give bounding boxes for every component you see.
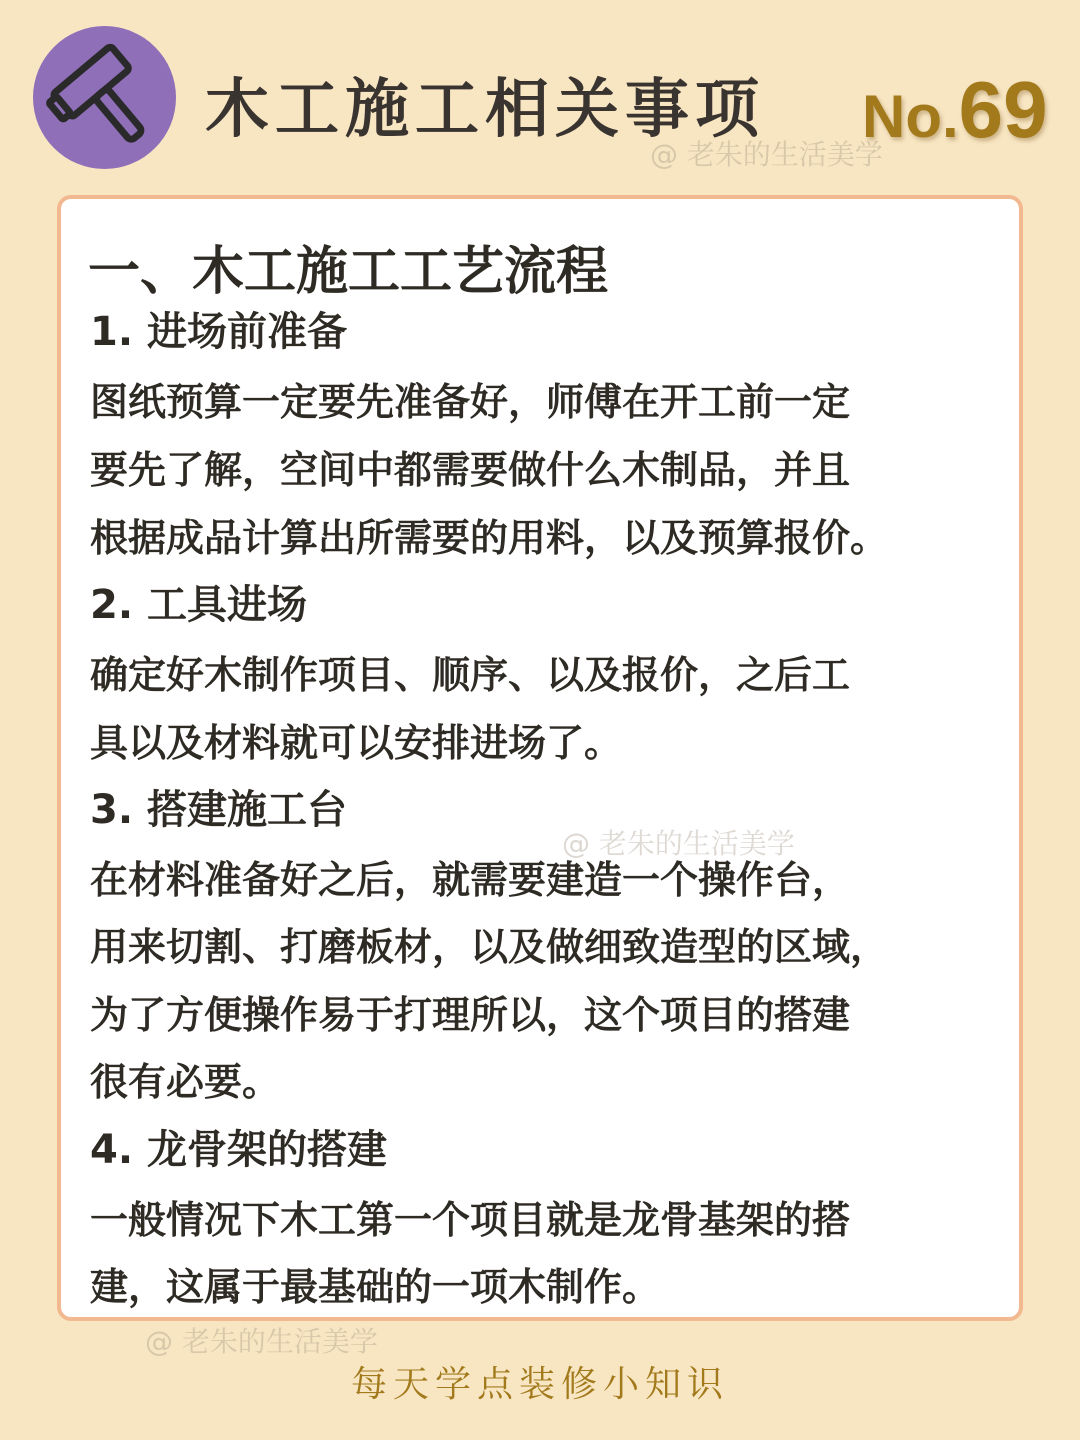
issue-value: 69 <box>958 65 1048 154</box>
body-line: 图纸预算一定要先准备好，师傅在开工前一定 <box>90 380 851 424</box>
footer-slogan: 每天学点装修小知识 <box>350 1364 729 1405</box>
section-title: 一、木工施工工艺流程 <box>88 242 609 302</box>
body-line: 建，这属于最基础的一项木制作。 <box>90 1265 661 1309</box>
body-line: 为了方便操作易于打理所以，这个项目的搭建 <box>90 993 851 1037</box>
body-line: 具以及材料就可以安排进场了。 <box>90 721 623 765</box>
step-heading-1: 1. 进场前准备 <box>90 309 347 355</box>
body-line: 要先了解，空间中都需要做什么木制品，并且 <box>90 448 851 492</box>
body-line: 根据成品计算出所需要的用料，以及预算报价。 <box>90 516 889 560</box>
logo-badge <box>33 26 176 169</box>
body-line: 确定好木制作项目、顺序、以及报价，之后工 <box>90 653 851 697</box>
header <box>0 0 1080 190</box>
body-line: 在材料准备好之后，就需要建造一个操作台， <box>90 858 851 902</box>
hammer-icon <box>33 26 176 169</box>
issue-number <box>862 65 1048 173</box>
watermark: @ 老朱的生活美学 <box>650 138 883 171</box>
watermark: @ 老朱的生活美学 <box>145 1325 378 1358</box>
step-heading-2: 2. 工具进场 <box>90 582 307 628</box>
body-line: 一般情况下木工第一个项目就是龙骨基架的搭 <box>90 1198 851 1242</box>
body-line: 用来切割、打磨板材，以及做细致造型的区域， <box>90 925 889 969</box>
step-heading-4: 4. 龙骨架的搭建 <box>90 1127 387 1173</box>
body-line: 很有必要。 <box>90 1060 281 1104</box>
page-title: 木工施工相关事项 <box>205 73 765 147</box>
issue-prefix: No. <box>862 83 959 150</box>
watermark: @ 老朱的生活美学 <box>562 827 795 860</box>
step-heading-3: 3. 搭建施工台 <box>90 787 347 833</box>
